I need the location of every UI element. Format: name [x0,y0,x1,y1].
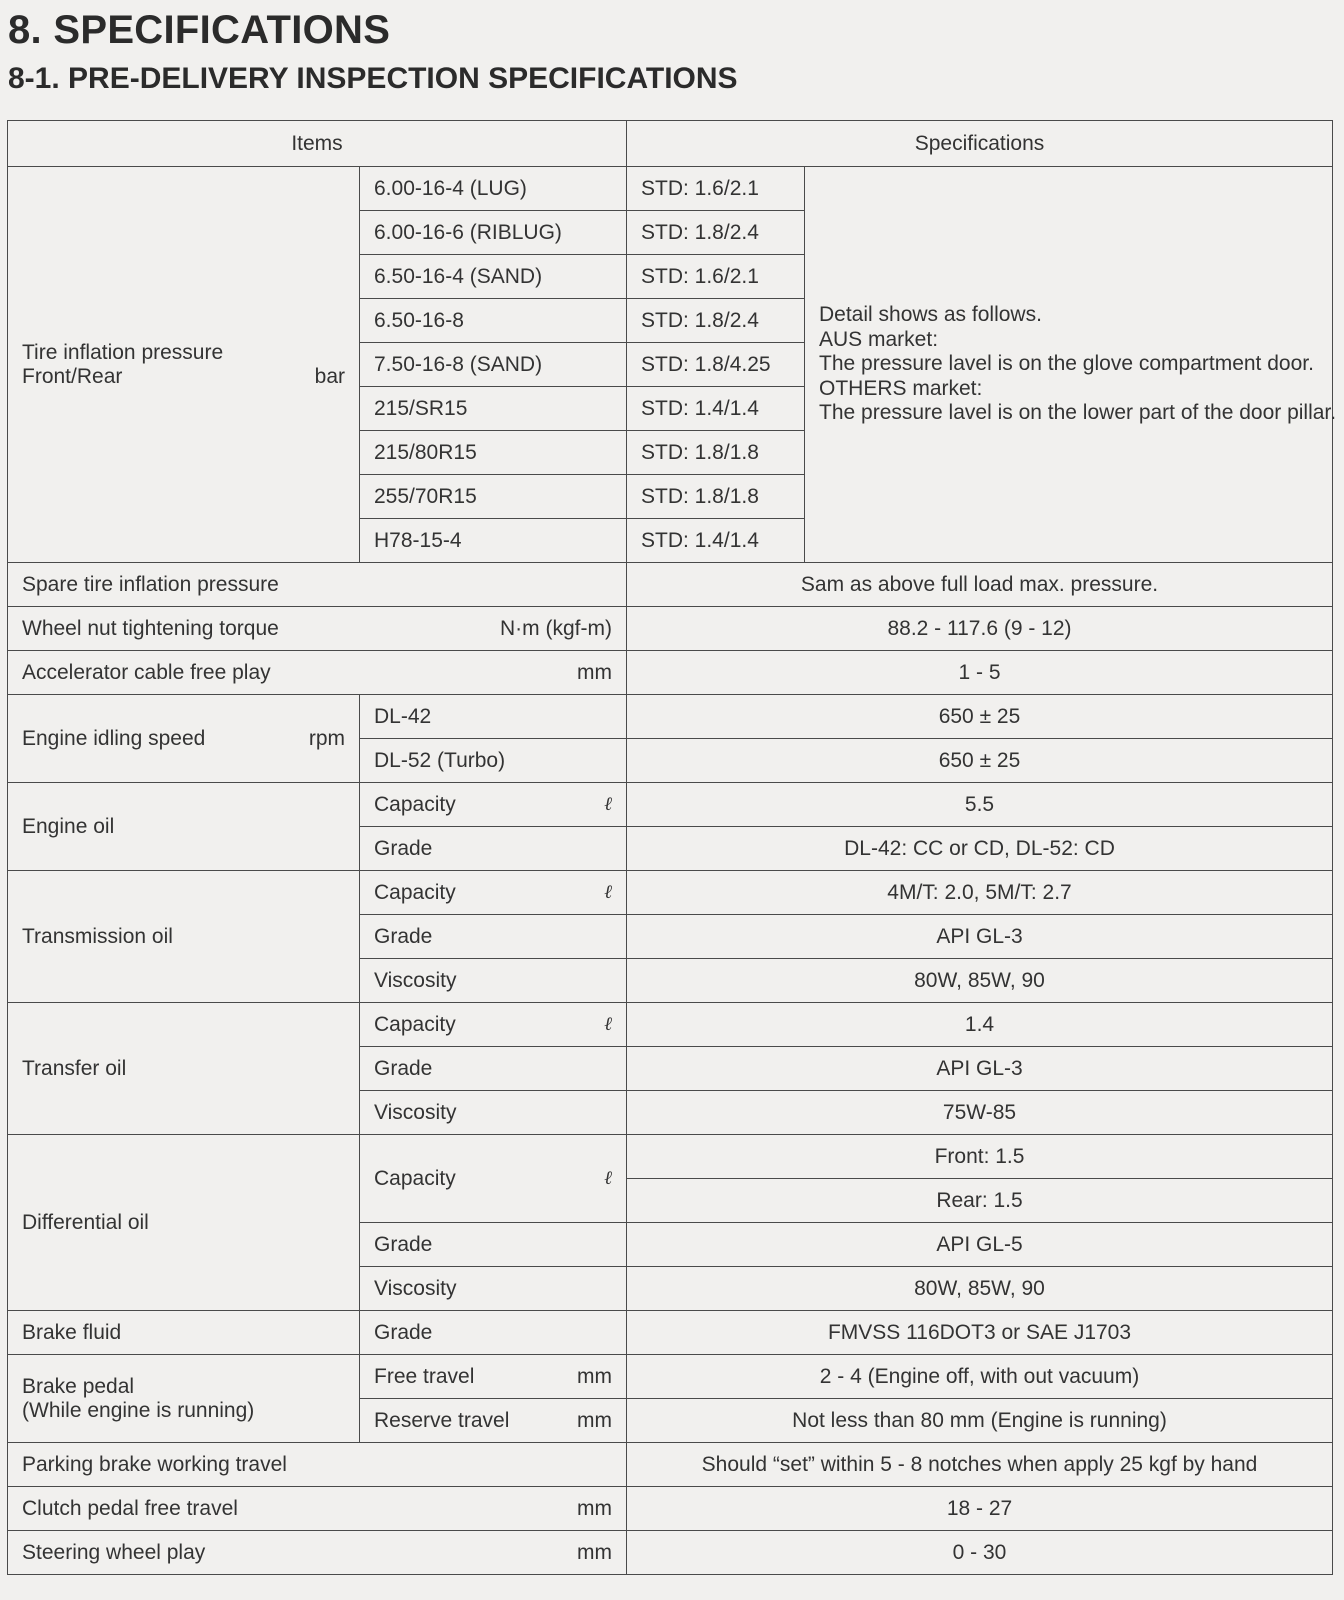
tire-size: 6.00-16-4 (LUG) [360,167,627,211]
differential-oil-rear-value: Rear: 1.5 [627,1179,1333,1223]
table-row [8,607,1333,651]
tire-std: STD: 1.4/1.4 [627,519,805,563]
parking-brake-label: Parking brake working travel [8,1443,627,1487]
liter-unit: ℓ [604,793,612,815]
tire-note-cell [805,167,1337,563]
differential-oil-capacity-label: Capacity [374,1166,456,1190]
tire-note-line: The pressure lavel is on the lower part of the door pillar. [819,401,1337,425]
tire-pressure-label: Tire inflation pressure [22,340,224,364]
differential-oil-viscosity-value: 80W, 85W, 90 [627,1267,1333,1311]
brake-pedal-label-cell [8,1355,360,1443]
transfer-oil-grade-value: API GL-3 [627,1047,1333,1091]
brake-fluid-value: FMVSS 116DOT3 or SAE J1703 [627,1311,1333,1355]
table-row [8,1311,1333,1355]
tire-note-line: AUS market: [819,327,939,351]
table-row [8,695,1333,739]
idle-label-cell [8,695,360,783]
table-row [8,1443,1333,1487]
clutch-label: Clutch pedal free travel [22,1496,238,1520]
tire-std: STD: 1.4/1.4 [627,387,805,431]
brake-pedal-free-value: 2 - 4 (Engine off, with out vacuum) [627,1355,1333,1399]
transmission-oil-viscosity-label: Viscosity [360,959,627,1003]
tire-std: STD: 1.8/1.8 [627,431,805,475]
idle-label: Engine idling speed [22,726,206,750]
tire-std: STD: 1.6/2.1 [627,255,805,299]
accelerator-value: 1 - 5 [627,651,1333,695]
tire-std: STD: 1.8/2.4 [627,211,805,255]
idle-sub: DL-42 [360,695,627,739]
engine-oil-grade-value: DL-42: CC or CD, DL-52: CD [627,827,1333,871]
brake-pedal-free-label: Free travel [374,1364,475,1388]
steering-value: 0 - 30 [627,1531,1333,1575]
tire-note-line: Detail shows as follows. [819,303,1042,327]
differential-oil-viscosity-label: Viscosity [360,1267,627,1311]
brake-pedal-reserve-cell [360,1399,627,1443]
tire-size: 215/SR15 [360,387,627,431]
brake-pedal-reserve-value: Not less than 80 mm (Engine is running) [627,1399,1333,1443]
wheel-nut-label: Wheel nut tightening torque [22,616,279,640]
liter-unit: ℓ [604,1167,612,1189]
table-row [8,563,1333,607]
transmission-oil-capacity-value: 4M/T: 2.0, 5M/T: 2.7 [627,871,1333,915]
transfer-oil-capacity-value: 1.4 [627,1003,1333,1047]
table-header-row [8,121,1333,167]
tire-size: 6.50-16-4 (SAND) [360,255,627,299]
brake-pedal-reserve-label: Reserve travel [374,1408,510,1432]
tire-note-line: OTHERS market: [819,376,983,400]
table-row [8,1487,1333,1531]
wheel-nut-unit: N·m (kgf-m) [500,616,612,640]
differential-oil-label: Differential oil [8,1135,360,1311]
tire-size: 255/70R15 [360,475,627,519]
transfer-oil-capacity-cell [360,1003,627,1047]
differential-oil-grade-value: API GL-5 [627,1223,1333,1267]
clutch-unit: mm [577,1496,612,1520]
engine-oil-capacity-cell [360,783,627,827]
idle-sub: DL-52 (Turbo) [360,739,627,783]
engine-oil-capacity-value: 5.5 [627,783,1333,827]
accelerator-label: Accelerator cable free play [22,660,271,684]
differential-oil-front-value: Front: 1.5 [627,1135,1333,1179]
transmission-oil-grade-label: Grade [360,915,627,959]
brake-fluid-label: Brake fluid [8,1311,360,1355]
header-items: Items [8,121,627,167]
tire-size: 6.00-16-6 (RIBLUG) [360,211,627,255]
table-row [8,1355,1333,1399]
transfer-oil-grade-label: Grade [360,1047,627,1091]
transfer-oil-viscosity-value: 75W-85 [627,1091,1333,1135]
spare-tire-label: Spare tire inflation pressure [8,563,627,607]
brake-pedal-free-cell [360,1355,627,1399]
engine-oil-label: Engine oil [8,783,360,871]
brake-fluid-grade-label: Grade [360,1311,627,1355]
header-specifications: Specifications [627,121,1333,167]
liter-unit: ℓ [604,881,612,903]
brake-pedal-label: Brake pedal [22,1374,135,1398]
parking-brake-value: Should “set” within 5 - 8 notches when apply 25 kgf by hand [627,1443,1333,1487]
idle-value: 650 ± 25 [627,739,1333,783]
tire-size: H78-15-4 [360,519,627,563]
steering-label: Steering wheel play [22,1540,206,1564]
differential-oil-grade-label: Grade [360,1223,627,1267]
brake-pedal-free-unit: mm [577,1364,612,1388]
wheel-nut-value: 88.2 - 117.6 (9 - 12) [627,607,1333,651]
tire-pressure-unit: bar [314,364,345,388]
tire-std: STD: 1.8/4.25 [627,343,805,387]
transmission-oil-grade-value: API GL-3 [627,915,1333,959]
engine-oil-grade-label: Grade [360,827,627,871]
wheel-nut-label-cell [8,607,627,651]
table-row [8,871,1333,915]
tire-size: 6.50-16-8 [360,299,627,343]
page-title: 8. SPECIFICATIONS [8,8,391,52]
table-row [8,1135,1333,1179]
idle-value: 650 ± 25 [627,695,1333,739]
tire-std: STD: 1.8/1.8 [627,475,805,519]
transfer-oil-capacity-label: Capacity [374,1012,456,1036]
liter-unit: ℓ [604,1013,612,1035]
transfer-oil-viscosity-label: Viscosity [360,1091,627,1135]
table-row [8,1003,1333,1047]
steering-unit: mm [577,1540,612,1564]
brake-pedal-reserve-unit: mm [577,1408,612,1432]
tire-size: 215/80R15 [360,431,627,475]
tire-note-line: The pressure lavel is on the glove compartment door. [819,352,1314,376]
table-row [8,167,1333,211]
differential-oil-capacity-cell [360,1135,627,1223]
table-row [8,651,1333,695]
tire-std: STD: 1.8/2.4 [627,299,805,343]
tire-pressure-label-cell [8,167,360,563]
transfer-oil-label: Transfer oil [8,1003,360,1135]
accelerator-label-cell [8,651,627,695]
table-row [8,783,1333,827]
spare-tire-value: Sam as above full load max. pressure. [627,563,1333,607]
transmission-oil-viscosity-value: 80W, 85W, 90 [627,959,1333,1003]
tire-std: STD: 1.6/2.1 [627,167,805,211]
section-title: 8-1. PRE-DELIVERY INSPECTION SPECIFICATIONS [8,62,738,95]
transmission-oil-capacity-label: Capacity [374,880,456,904]
transmission-oil-capacity-cell [360,871,627,915]
specifications-table [7,120,1337,1575]
tire-size: 7.50-16-8 (SAND) [360,343,627,387]
engine-oil-capacity-label: Capacity [374,792,456,816]
clutch-label-cell [8,1487,627,1531]
table-row [8,1531,1333,1575]
accelerator-unit: mm [577,660,612,684]
tire-pressure-label-sub: Front/Rear [22,364,123,388]
brake-pedal-label-sub: (While engine is running) [22,1398,255,1422]
clutch-value: 18 - 27 [627,1487,1333,1531]
transmission-oil-label: Transmission oil [8,871,360,1003]
idle-unit: rpm [308,726,345,750]
steering-label-cell [8,1531,627,1575]
